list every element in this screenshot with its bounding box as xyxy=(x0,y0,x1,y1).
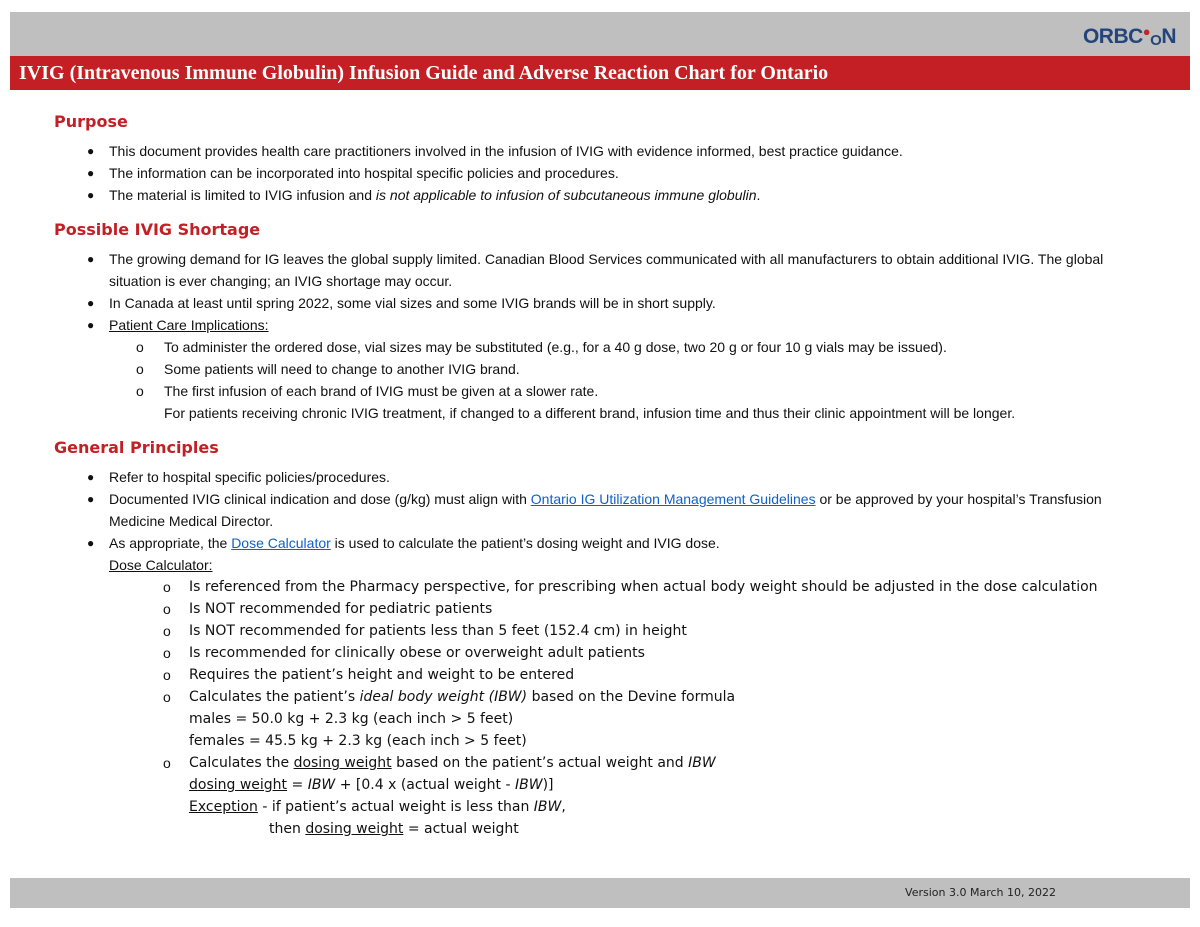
circle-bullet-icon: o xyxy=(136,339,144,355)
footer-bar xyxy=(10,878,1190,908)
dose-calculator-label: Dose Calculator: xyxy=(109,557,213,573)
bullet-icon: ● xyxy=(87,470,95,484)
males-formula: males = 50.0 kg + 2.3 kg (each inch > 5 feet) xyxy=(189,711,514,727)
list-item: ● In Canada at least until spring 2022, some vial sizes and some IVIG brands will be in short supply. xyxy=(54,292,1154,314)
circle-bullet-icon: o xyxy=(163,645,171,661)
circle-bullet-icon: o xyxy=(163,689,171,705)
circle-bullet-icon: o xyxy=(163,601,171,617)
bullet-icon: ● xyxy=(87,492,95,506)
patient-care-label: Patient Care Implications: xyxy=(109,317,269,333)
circle-bullet-icon: o xyxy=(136,383,144,399)
list-item: ● As appropriate, the Dose Calculator is used to calculate the patient’s dosing weight and IVIG dose. Dose Calculator: o Is referenced from the Pharmacy perspective, for prescribing when actual body weight should be adjusted in the dose calculation o Is NOT recommended for pediatric patients o Is NOT recommended for patients less than 5 feet (152.4 cm) in height o Is recommended for clinically obese or overweight adult patients o Requires the patient’s height and weight to be entered o Calculates the patient’s ideal body weight (IBW) based on the Devine formula males = 50.0 kg + 2.3 kg (each inch > 5 feet) females = 45.5 kg + 2.3 kg (each inch > 5 feet) o Calculates the dosing weight based on the patient’s actual weight and IBW dosing weight = IBW + [0.4 x (actual weight - IBW)] Exception - if patient’s actual weight is less than IBW, then dosing weight = actual weight xyxy=(54,532,1154,840)
orbcon-logo: ORBC●ON xyxy=(1082,24,1176,49)
list-item: o Is referenced from the Pharmacy perspective, for prescribing when actual body weight should be adjusted in the dose calculation xyxy=(109,576,1154,598)
circle-bullet-icon: o xyxy=(136,361,144,377)
shortage-heading: Possible IVIG Shortage xyxy=(54,220,261,239)
list-item: ● The information can be incorporated into hospital specific policies and procedures. xyxy=(54,162,1154,184)
ig-guidelines-link[interactable]: Ontario IG Utilization Management Guidelines xyxy=(530,491,816,507)
bullet-icon: ● xyxy=(87,536,95,550)
bullet-icon: ● xyxy=(87,296,95,310)
list-item: ● Documented IVIG clinical indication and dose (g/kg) must align with Ontario IG Utilization Management Guidelines or be approved by your hospital’s Transfusion Medicine Medical Director. xyxy=(54,488,1154,532)
patient-care-sublist xyxy=(109,336,1154,424)
list-item: ● This document provides health care practitioners involved in the infusion of IVIG with evidence informed, best practice guidance. xyxy=(54,140,1154,162)
bullet-icon: ● xyxy=(87,144,95,158)
list-item: ● The growing demand for IG leaves the global supply limited. Canadian Blood Services communicated with all manufacturers to obtain additional IVIG. The global situation is ever changing; an IVIG shortage may occur. xyxy=(54,248,1154,292)
dose-calculator-sublist xyxy=(109,576,1154,840)
list-item: o Is NOT recommended for patients less than 5 feet (152.4 cm) in height xyxy=(109,620,1154,642)
title-banner xyxy=(10,56,1190,90)
document-body xyxy=(54,108,1154,850)
page-title: IVIG (Intravenous Immune Globulin) Infusion Guide and Adverse Reaction Chart for Ontario xyxy=(19,62,829,84)
females-formula: females = 45.5 kg + 2.3 kg (each inch > 5 feet) xyxy=(189,733,527,749)
version-label: Version 3.0 March 10, 2022 xyxy=(905,886,1056,899)
dose-calculator-link[interactable]: Dose Calculator xyxy=(231,535,331,551)
list-item: o Calculates the dosing weight based on the patient’s actual weight and IBW dosing weight = IBW + [0.4 x (actual weight - IBW)] Exception - if patient’s actual weight is less than IBW, then dosing weight = actual weight xyxy=(109,752,1154,840)
purpose-list xyxy=(54,140,1154,206)
shortage-list xyxy=(54,248,1154,424)
header-bar xyxy=(10,12,1190,56)
dosing-weight-formula: dosing weight = IBW + [0.4 x (actual weight - IBW)] xyxy=(189,777,554,793)
exception-note: Exception - if patient’s actual weight is less than IBW, xyxy=(189,799,566,815)
list-item xyxy=(54,314,1154,424)
circle-bullet-icon: o xyxy=(163,579,171,595)
bullet-icon: ● xyxy=(87,252,95,266)
bullet-icon: ● xyxy=(87,318,95,332)
list-item: o Some patients will need to change to another IVIG brand. xyxy=(109,358,1154,380)
list-item: o To administer the ordered dose, vial sizes may be substituted (e.g., for a 40 g dose, two 20 g or four 10 g vials may be issued). xyxy=(109,336,1154,358)
list-item: o Calculates the patient’s ideal body weight (IBW) based on the Devine formula males = 50.0 kg + 2.3 kg (each inch > 5 feet) females = 45.5 kg + 2.3 kg (each inch > 5 feet) xyxy=(109,686,1154,752)
circle-bullet-icon: o xyxy=(163,623,171,639)
bullet-icon: ● xyxy=(87,188,95,202)
list-item: o The first infusion of each brand of IVIG must be given at a slower rate. For patients receiving chronic IVIG treatment, if changed to a different brand, infusion time and thus their clinic appointment will be longer. xyxy=(109,380,1154,424)
list-item: o Is NOT recommended for pediatric patients xyxy=(109,598,1154,620)
circle-bullet-icon: o xyxy=(163,755,171,771)
list-item: ● The material is limited to IVIG infusion and is not applicable to infusion of subcutaneous immune globulin. xyxy=(54,184,1154,206)
list-item: o Is recommended for clinically obese or overweight adult patients xyxy=(109,642,1154,664)
circle-bullet-icon: o xyxy=(163,667,171,683)
principles-heading: General Principles xyxy=(54,438,219,457)
bullet-icon: ● xyxy=(87,166,95,180)
list-item: o Requires the patient’s height and weight to be entered xyxy=(109,664,1154,686)
principles-list xyxy=(54,466,1154,840)
exception-then: then dosing weight = actual weight xyxy=(269,821,519,837)
purpose-heading: Purpose xyxy=(54,112,128,131)
list-item: ● Refer to hospital specific policies/procedures. xyxy=(54,466,1154,488)
